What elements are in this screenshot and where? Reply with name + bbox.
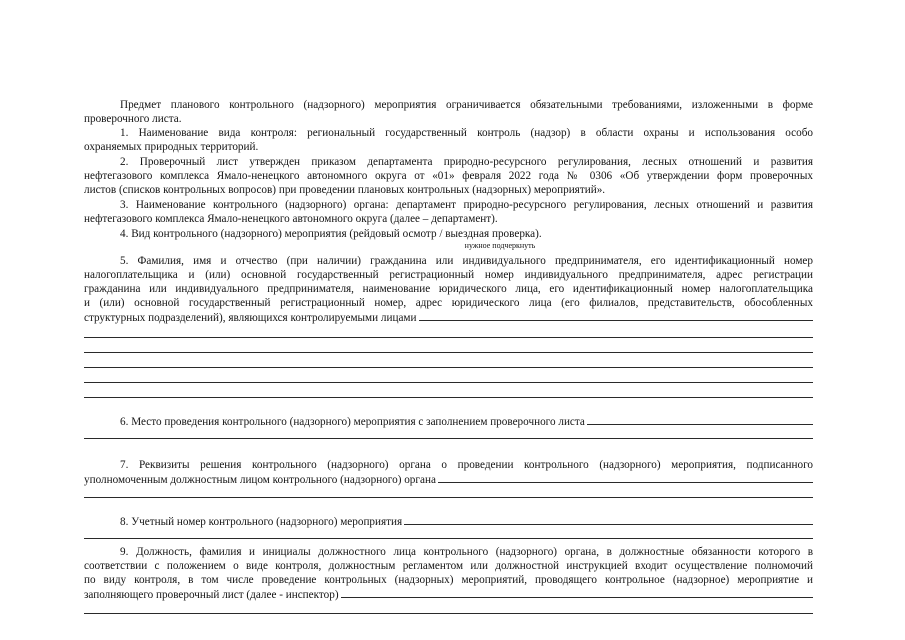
item-2-line-3: листов (списков контрольных вопросов) при проведении плановых контрольных (надзорных) мероприятий». <box>84 184 606 196</box>
item-8-fill-line[interactable] <box>404 514 813 525</box>
item-1-line-2: охраняемых природных территорий. <box>84 141 259 153</box>
item-9-line-4 <box>84 587 813 602</box>
intro-line-2: проверочного листа. <box>84 113 182 125</box>
underline-hint: нужное подчеркнуть <box>464 241 536 250</box>
item-5-line-4: и (или) основной государственный регистрационный номер, адрес юридического лица (его филиалов, представительств, обособленных <box>84 297 813 309</box>
item-8-line-1 <box>84 514 813 529</box>
item-5-blank-line-3[interactable] <box>84 367 813 368</box>
item-5-blank-line-5[interactable] <box>84 397 813 398</box>
item-6-fill-line[interactable] <box>587 414 813 425</box>
item-5-label: структурных подразделений), являющихся контролируемыми лицами <box>84 312 417 324</box>
item-5-blank-line-2[interactable] <box>84 352 813 353</box>
item-5-line-2: налогоплательщика и (или) основной государственный регистрационный номер индивидуального предпринимателя, адрес регистрации <box>84 269 813 281</box>
item-9-fill-line[interactable] <box>341 587 813 598</box>
item-7-line-2 <box>84 472 813 487</box>
item-8-label: 8. Учетный номер контрольного (надзорного) мероприятия <box>120 516 403 528</box>
intro-line-1: Предмет планового контрольного (надзорного) мероприятия ограничивается обязательными требованиями, изложенными в форме <box>120 99 813 111</box>
item-7-label: уполномоченным должностным лицом контрольного (надзорного) органа <box>84 474 436 486</box>
item-7-fill-line[interactable] <box>438 472 813 483</box>
item-6-label: 6. Место проведения контрольного (надзорного) мероприятия с заполнением проверочного листа <box>120 416 585 428</box>
item-4-line-1: 4. Вид контрольного (надзорного) мероприятия (рейдовый осмотр / выездная проверка). <box>120 228 542 240</box>
item-7-line-1: 7. Реквизиты решения контрольного (надзорного) органа о проведении контрольного (надзорного) мероприятия, подписанного <box>120 459 813 471</box>
item-5-blank-line-1[interactable] <box>84 337 813 338</box>
item-2-line-1: 2. Проверочный лист утвержден приказом департамента природно-ресурсного регулирования, лесных отношений и развития <box>120 156 813 168</box>
item-1-line-1: 1. Наименование вида контроля: региональный государственный контроль (надзор) в области охраны и использования особо <box>120 127 813 139</box>
item-3-line-2: нефтегазового комплекса Ямало-ненецкого автономного округа (далее – департамент). <box>84 213 498 225</box>
item-9-line-3: по виду контроля, в том числе проведение контрольных (надзорных) мероприятий, проводящего контрольное (надзорное) мероприятие и <box>84 574 813 586</box>
item-9-line-2: соответствии с положением о виде контроля, должностным регламентом или должностной инструкцией входит осуществление полномочий <box>84 560 813 572</box>
item-5-line-1: 5. Фамилия, имя и отчество (при наличии) гражданина или индивидуального предпринимателя, его идентификационный номер <box>120 255 813 267</box>
item-8-blank-line-1[interactable] <box>84 538 813 539</box>
item-5-line-5 <box>84 310 813 325</box>
item-6-blank-line-1[interactable] <box>84 438 813 439</box>
item-5-line-3: гражданина или индивидуального предпринимателя, наименование юридического лица, его идентификационный номер налогоплательщика <box>84 283 813 295</box>
item-7-blank-line-1[interactable] <box>84 497 813 498</box>
item-9-blank-line-1[interactable] <box>84 613 813 614</box>
item-6-line-1 <box>84 414 813 429</box>
item-5-fill-line[interactable] <box>419 310 814 321</box>
item-9-line-1: 9. Должность, фамилия и инициалы должностного лица контрольного (надзорного) органа, в должностные обязанности которого в <box>120 546 813 558</box>
item-3-line-1: 3. Наименование контрольного (надзорного) органа: департамент природно-ресурсного регулирования, лесных отношений и развития <box>120 199 813 211</box>
item-9-label: заполняющего проверочный лист (далее - инспектор) <box>84 589 339 601</box>
item-2-line-2: нефтегазового комплекса Ямало-ненецкого автономного округа от «01» февраля 2022 года № 0306 «Об утверждении форм проверочных <box>84 170 813 182</box>
item-5-blank-line-4[interactable] <box>84 382 813 383</box>
